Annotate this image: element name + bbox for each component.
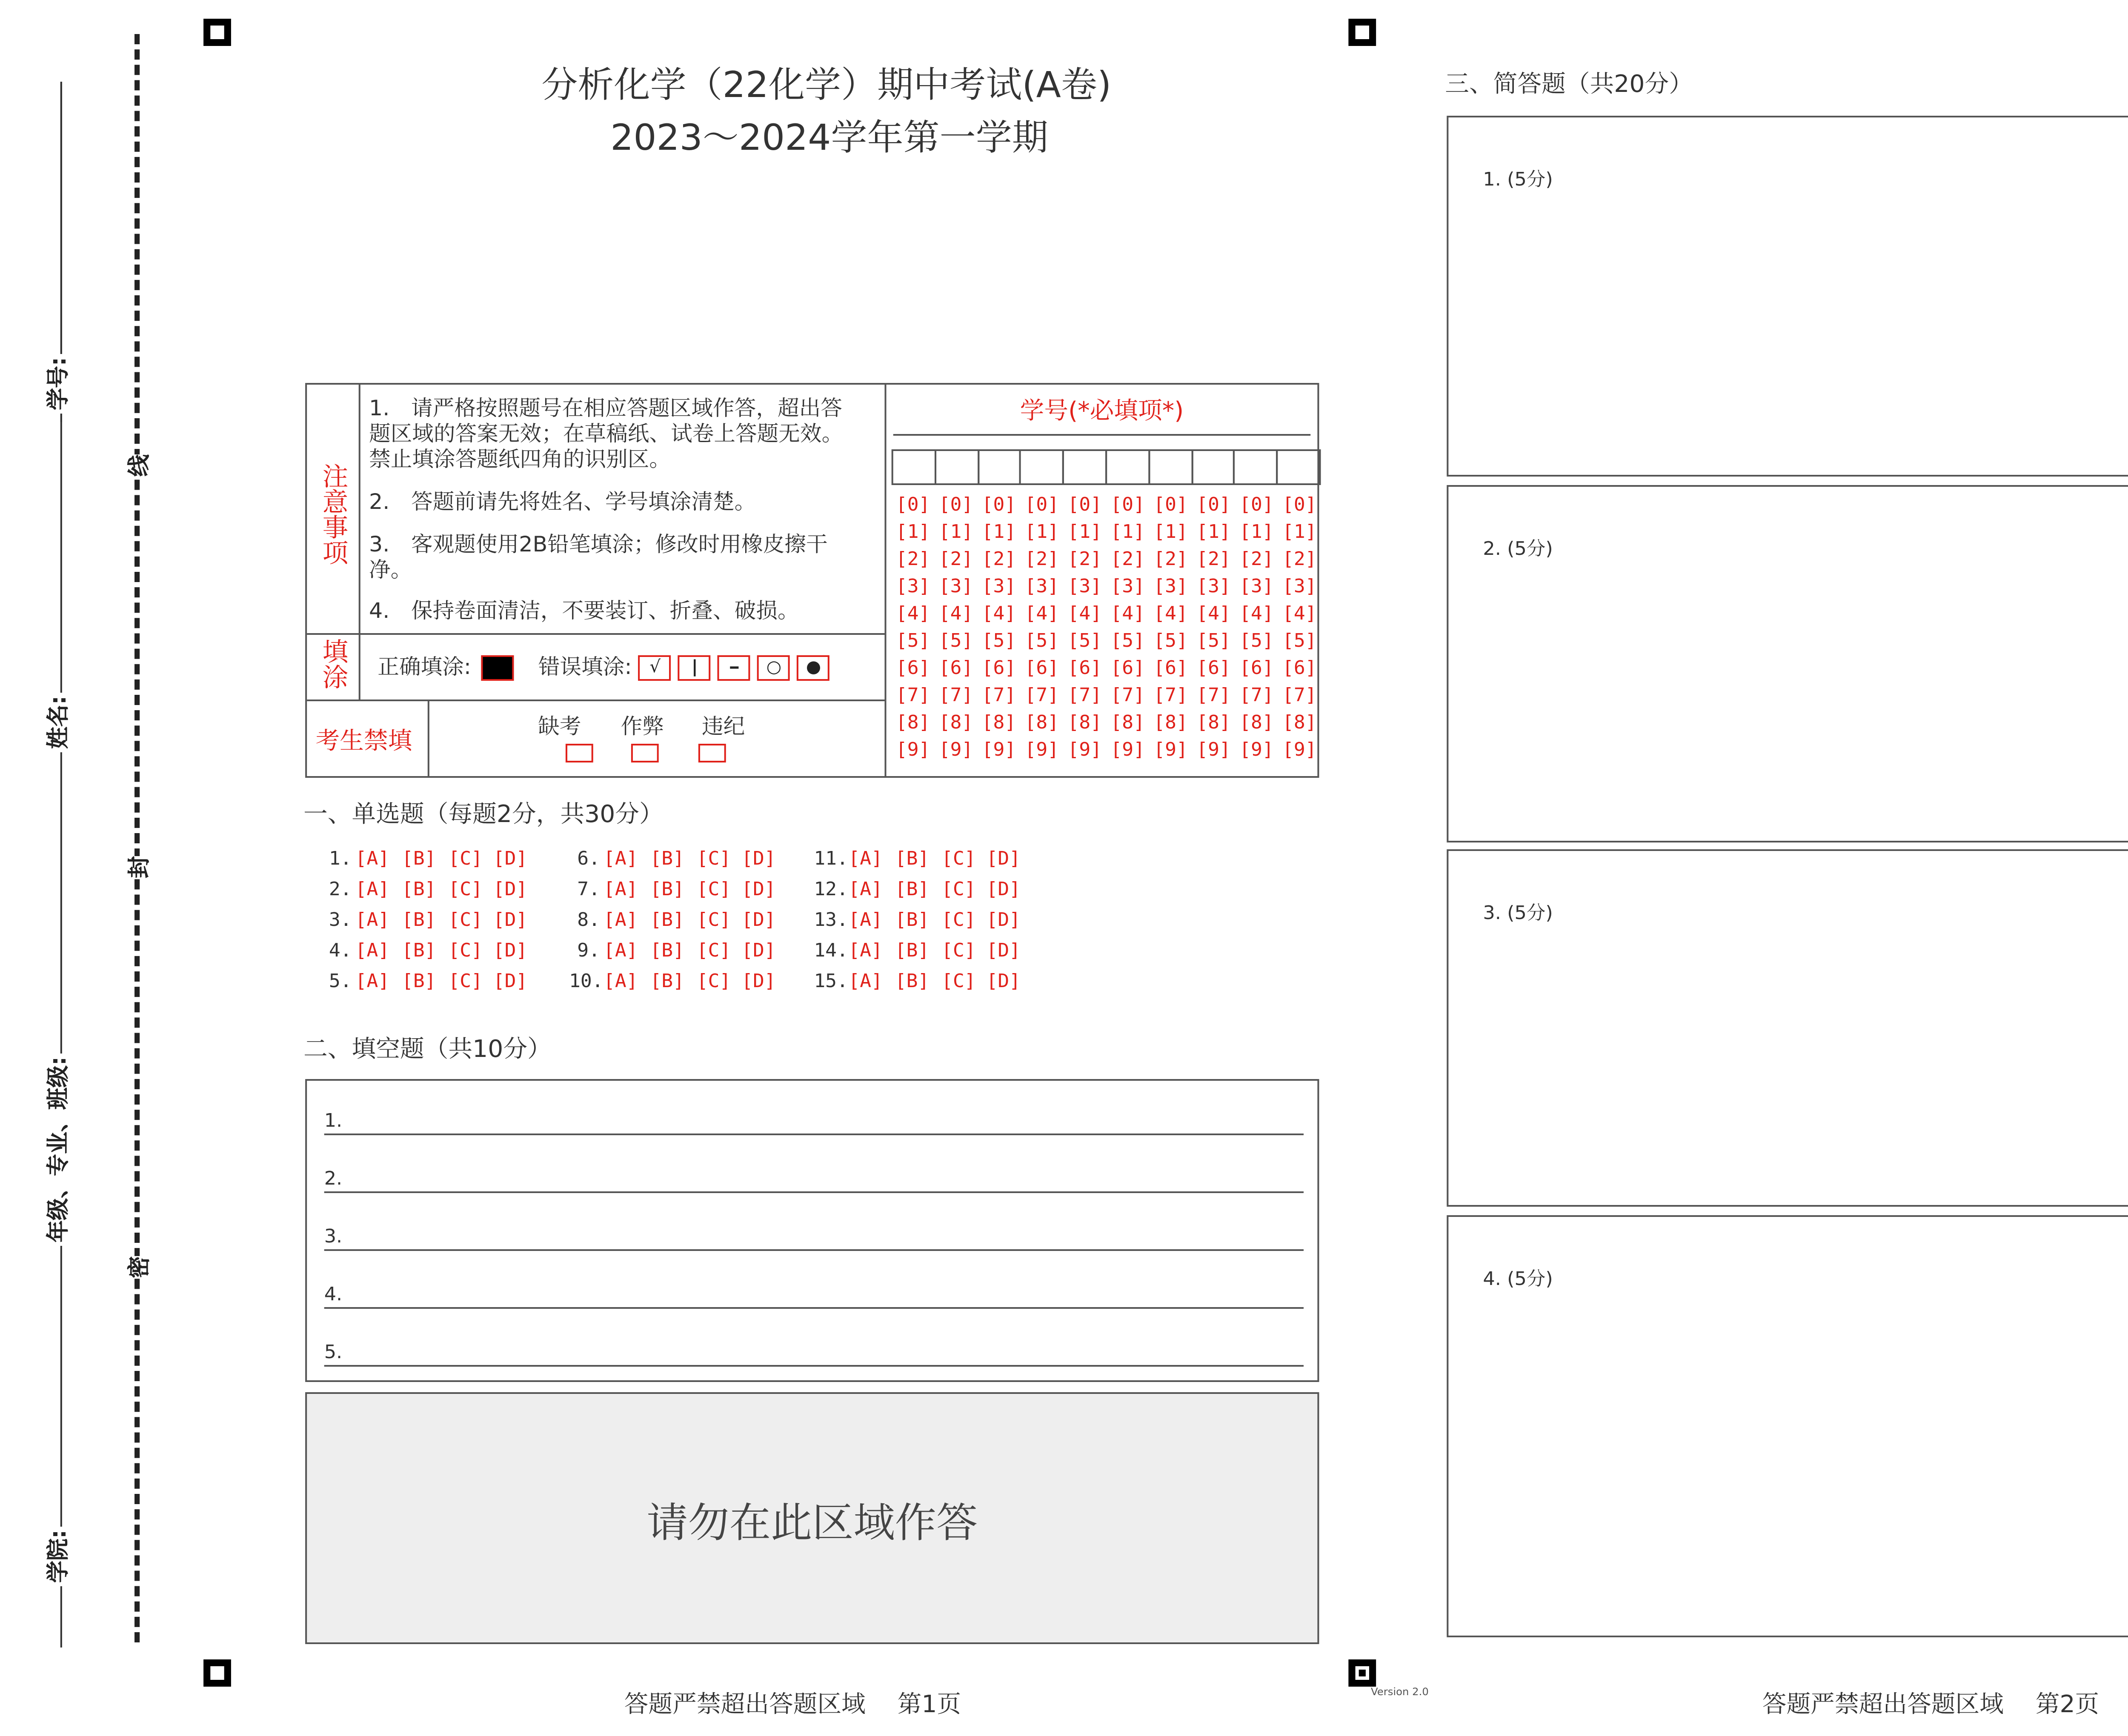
fill-blank-number: 1.: [324, 1110, 343, 1132]
forbidden-header: 考生禁填: [315, 728, 412, 756]
student-id-bubble[interactable]: [4]: [981, 602, 1016, 625]
wrong-fill-sample-dot: ●: [797, 655, 830, 681]
student-id-bubble[interactable]: [2]: [1239, 548, 1274, 570]
seal-dashed-line: [134, 34, 140, 1642]
mcq-option[interactable]: [D]: [741, 848, 776, 870]
student-id-bubble[interactable]: [8]: [1282, 711, 1317, 734]
student-id-digit-cell[interactable]: [1191, 449, 1236, 485]
fill-blank-number: 4.: [324, 1283, 343, 1305]
student-id-bubble[interactable]: [5]: [1110, 630, 1145, 652]
student-id-bubble[interactable]: [9]: [895, 739, 930, 761]
mcq-number: 14.: [814, 939, 848, 962]
student-id-bubble[interactable]: [7]: [1239, 684, 1274, 706]
student-id-bubble[interactable]: [4]: [1239, 602, 1274, 625]
student-id-bubble[interactable]: [1]: [1153, 521, 1188, 543]
mcq-option[interactable]: [C]: [448, 848, 483, 870]
student-id-bubble-row: [892, 710, 1321, 737]
student-id-bubble[interactable]: [1]: [1067, 521, 1102, 543]
divider: [307, 700, 884, 701]
student-id-digit-cell[interactable]: [892, 449, 936, 485]
mcq-option[interactable]: [B]: [895, 939, 930, 962]
student-id-bubble[interactable]: [1]: [1024, 521, 1059, 543]
mcq-option[interactable]: [B]: [650, 970, 684, 992]
mcq-option[interactable]: [D]: [986, 970, 1021, 992]
correct-fill-sample: [481, 655, 514, 681]
notice-item-3: 3. 客观题使用2B铅笔填涂；修改时用橡皮擦干净。: [369, 531, 828, 582]
short-answer-box-1[interactable]: [1447, 116, 2128, 477]
mcq-number: 6.: [577, 848, 600, 870]
fill-blank-line-2[interactable]: [324, 1168, 1304, 1193]
divider: [884, 385, 886, 778]
alignment-marker-bottom-center: [1348, 1659, 1376, 1687]
mcq-option[interactable]: [C]: [941, 909, 976, 931]
short-answer-label-1: 1. (5分): [1483, 168, 1553, 191]
mcq-option[interactable]: [A]: [355, 909, 390, 931]
student-id-bubble[interactable]: [6]: [1196, 657, 1231, 679]
section1-title: 一、单选题（每题2分，共30分）: [303, 802, 664, 829]
student-id-digit-cell[interactable]: [1148, 449, 1193, 485]
student-id-bubble[interactable]: [2]: [981, 548, 1016, 570]
student-id-bubble[interactable]: [9]: [1110, 739, 1145, 761]
version-label: Version 2.0: [1371, 1687, 1429, 1699]
wrong-fill-sample-dash: ━: [718, 655, 751, 681]
mcq-option[interactable]: [A]: [848, 970, 883, 992]
short-answer-label-4: 4. (5分): [1483, 1268, 1553, 1290]
mcq-option[interactable]: [D]: [493, 878, 528, 900]
no-answer-zone-text: 请勿在此区域作答: [646, 1499, 978, 1547]
student-id-bubble[interactable]: [3]: [1282, 575, 1317, 597]
seal-char-line: 线: [114, 454, 160, 477]
student-id-bubble[interactable]: [9]: [1282, 739, 1317, 761]
student-id-bubble-row: [892, 492, 1321, 519]
mcq-option[interactable]: [D]: [986, 909, 1021, 931]
mcq-option[interactable]: [D]: [741, 878, 776, 900]
student-id-bubble[interactable]: [8]: [1110, 711, 1145, 734]
violation-checkbox[interactable]: [698, 744, 726, 762]
notice-item-1: 1. 请严格按照题号在相应答题区域作答，超出答题区域的答案无效；在草稿纸、试卷上答题无效。禁止填涂答题纸四角的识别区。: [369, 395, 844, 471]
student-id-cells: [892, 449, 1321, 485]
student-id-bubble[interactable]: [8]: [1196, 711, 1231, 734]
student-id-bubble[interactable]: [6]: [981, 657, 1016, 679]
student-id-bubble[interactable]: [3]: [1196, 575, 1231, 597]
mcq-option[interactable]: [C]: [941, 878, 976, 900]
fill-header: 填涂: [319, 638, 350, 689]
mcq-option[interactable]: [D]: [741, 939, 776, 962]
student-id-bubble[interactable]: [1]: [981, 521, 1016, 543]
footer-page2: [1762, 1687, 2099, 1721]
forbidden-absent-label: 缺考: [538, 713, 581, 739]
student-id-bubble[interactable]: [2]: [895, 548, 930, 570]
student-id-bubble[interactable]: [2]: [1196, 548, 1231, 570]
student-id-bubble[interactable]: [0]: [1024, 494, 1059, 516]
mcq-option[interactable]: [A]: [355, 848, 390, 870]
student-id-bubble-row: [892, 574, 1321, 601]
student-id-bubble[interactable]: [0]: [1067, 494, 1102, 516]
notice-header: 注意事项: [319, 463, 350, 565]
mcq-option[interactable]: [C]: [696, 848, 731, 870]
student-id-bubble[interactable]: [9]: [1024, 739, 1059, 761]
binding-label-college: 学院:: [40, 1526, 72, 1586]
mcq-option[interactable]: [D]: [986, 878, 1021, 900]
mcq-option[interactable]: [B]: [650, 909, 684, 931]
fill-blank-number: 5.: [324, 1341, 343, 1363]
forbidden-cheat-label: 作弊: [621, 713, 664, 739]
mcq-option[interactable]: [C]: [941, 970, 976, 992]
short-answer-box-4[interactable]: [1447, 1215, 2128, 1637]
student-id-bubble[interactable]: [6]: [938, 657, 973, 679]
short-answer-box-3[interactable]: [1447, 849, 2128, 1207]
student-id-bubble[interactable]: [1]: [938, 521, 973, 543]
mcq-option[interactable]: [A]: [604, 970, 638, 992]
student-id-bubble[interactable]: [6]: [895, 657, 930, 679]
footer-left-page1: [624, 1687, 961, 1721]
mcq-number: 13.: [814, 909, 848, 931]
divider: [893, 434, 1310, 436]
fill-blank-number: 2.: [324, 1168, 343, 1190]
student-id-bubble[interactable]: [0]: [1196, 494, 1231, 516]
student-id-bubble[interactable]: [1]: [1239, 521, 1274, 543]
mcq-option[interactable]: [D]: [986, 848, 1021, 870]
alignment-marker-top-left: [203, 19, 231, 46]
seal-char-seal: 封: [114, 856, 160, 878]
student-id-bubble[interactable]: [9]: [938, 739, 973, 761]
fill-blank-number: 3.: [324, 1225, 343, 1248]
student-id-bubble[interactable]: [0]: [1153, 494, 1188, 516]
student-id-bubble[interactable]: [7]: [1067, 684, 1102, 706]
student-id-bubble[interactable]: [5]: [1196, 630, 1231, 652]
mcq-option[interactable]: [A]: [604, 878, 638, 900]
student-id-bubble[interactable]: [0]: [981, 494, 1016, 516]
short-answer-label-3: 3. (5分): [1483, 902, 1553, 924]
short-answer-box-2[interactable]: [1447, 485, 2128, 842]
mcq-number: 11.: [814, 848, 848, 870]
wrong-fill-sample-circle: ○: [758, 655, 790, 681]
fill-blank-line-1[interactable]: [324, 1110, 1304, 1135]
student-id-bubble[interactable]: [2]: [1067, 548, 1102, 570]
mcq-option[interactable]: [B]: [402, 878, 436, 900]
student-id-digit-cell[interactable]: [934, 449, 979, 485]
student-id-bubble[interactable]: [8]: [1153, 711, 1188, 734]
student-id-bubble[interactable]: [3]: [938, 575, 973, 597]
student-id-bubble[interactable]: [7]: [938, 684, 973, 706]
student-id-bubble-row: [892, 655, 1321, 682]
mcq-number: 3.: [329, 909, 352, 931]
student-id-bubble[interactable]: [8]: [938, 711, 973, 734]
wrong-fill-label: 错误填涂:: [538, 654, 632, 679]
mcq-option[interactable]: [A]: [604, 848, 638, 870]
mcq-option[interactable]: [C]: [941, 848, 976, 870]
student-id-digit-cell[interactable]: [1020, 449, 1064, 485]
student-id-bubble[interactable]: [7]: [1110, 684, 1145, 706]
student-id-bubble[interactable]: [4]: [1110, 602, 1145, 625]
student-id-bubble[interactable]: [9]: [981, 739, 1016, 761]
student-id-bubble[interactable]: [5]: [938, 630, 973, 652]
mcq-number: 8.: [577, 909, 600, 931]
student-id-bubble[interactable]: [3]: [1067, 575, 1102, 597]
forbidden-violation-label: 违纪: [702, 713, 745, 739]
mcq-option[interactable]: [A]: [355, 939, 390, 962]
student-id-bubble[interactable]: [5]: [1282, 630, 1317, 652]
fill-blank-box[interactable]: [305, 1079, 1319, 1382]
info-box: [305, 383, 1319, 778]
mcq-option[interactable]: [A]: [604, 939, 638, 962]
mcq-option[interactable]: [C]: [448, 878, 483, 900]
fill-blank-line-5[interactable]: [324, 1341, 1304, 1367]
mcq-option[interactable]: [D]: [986, 939, 1021, 962]
student-id-bubble-row: [892, 682, 1321, 710]
footer-warning: 答题严禁超出答题区域: [1762, 1692, 2004, 1719]
mcq-option[interactable]: [A]: [604, 909, 638, 931]
binding-writing-line: [60, 82, 62, 1647]
student-id-bubble[interactable]: [4]: [895, 602, 930, 625]
mcq-option[interactable]: [C]: [696, 878, 731, 900]
mcq-number: 10.: [569, 970, 604, 992]
student-id-bubble[interactable]: [9]: [1239, 739, 1274, 761]
student-id-bubble[interactable]: [6]: [1153, 657, 1188, 679]
student-id-bubble[interactable]: [7]: [895, 684, 930, 706]
student-id-bubble-row: [892, 546, 1321, 574]
mcq-option[interactable]: [B]: [650, 878, 684, 900]
mcq-option[interactable]: [A]: [848, 848, 883, 870]
mcq-number: 12.: [814, 878, 848, 900]
student-id-bubble[interactable]: [1]: [1196, 521, 1231, 543]
student-id-digit-cell[interactable]: [977, 449, 1022, 485]
mcq-option[interactable]: [A]: [848, 878, 883, 900]
student-id-digit-cell[interactable]: [1063, 449, 1107, 485]
mcq-option[interactable]: [D]: [493, 939, 528, 962]
correct-fill-label: 正确填涂:: [378, 654, 471, 679]
student-id-bubble[interactable]: [0]: [895, 494, 930, 516]
mcq-number: 7.: [577, 878, 600, 900]
mcq-option[interactable]: [A]: [355, 878, 390, 900]
mcq-option[interactable]: [A]: [848, 909, 883, 931]
mcq-number: 15.: [814, 970, 848, 992]
student-id-title: 学号(*必填项*): [1020, 398, 1184, 425]
student-id-bubble[interactable]: [8]: [1239, 711, 1274, 734]
student-id-bubble[interactable]: [8]: [981, 711, 1016, 734]
student-id-bubble[interactable]: [4]: [1024, 602, 1059, 625]
student-id-bubble[interactable]: [9]: [1067, 739, 1102, 761]
binding-label-name: 姓名:: [40, 692, 72, 752]
student-id-bubble[interactable]: [1]: [1282, 521, 1317, 543]
mcq-number: 4.: [329, 939, 352, 962]
student-id-bubble[interactable]: [6]: [1239, 657, 1274, 679]
notice-item-4: 4. 保持卷面清洁，不要装订、折叠、破损。: [369, 597, 799, 623]
student-id-bubble[interactable]: [2]: [1282, 548, 1317, 570]
mcq-option[interactable]: [C]: [448, 970, 483, 992]
mcq-option[interactable]: [B]: [895, 878, 930, 900]
mcq-option[interactable]: [B]: [402, 848, 436, 870]
student-id-bubble[interactable]: [3]: [1024, 575, 1059, 597]
student-id-digit-cell[interactable]: [1233, 449, 1278, 485]
short-answer-label-2: 2. (5分): [1483, 538, 1553, 560]
section2-title: 二、填空题（共10分）: [303, 1036, 552, 1064]
student-id-bubble[interactable]: [6]: [1110, 657, 1145, 679]
student-id-bubble[interactable]: [3]: [1110, 575, 1145, 597]
mcq-option[interactable]: [C]: [696, 970, 731, 992]
student-id-bubble-row: [892, 628, 1321, 655]
mcq-option[interactable]: [C]: [941, 939, 976, 962]
mcq-option[interactable]: [A]: [355, 970, 390, 992]
student-id-bubble[interactable]: [2]: [1153, 548, 1188, 570]
student-id-bubble[interactable]: [2]: [1110, 548, 1145, 570]
student-id-bubble[interactable]: [3]: [981, 575, 1016, 597]
divider: [359, 385, 360, 701]
exam-term: 2023～2024学年第一学期: [610, 117, 1048, 158]
student-id-bubble[interactable]: [4]: [1153, 602, 1188, 625]
student-id-bubble[interactable]: [6]: [1067, 657, 1102, 679]
student-id-bubble[interactable]: [4]: [1282, 602, 1317, 625]
student-id-bubble[interactable]: [8]: [1024, 711, 1059, 734]
student-id-bubble-row: [892, 519, 1321, 546]
mcq-option[interactable]: [D]: [741, 970, 776, 992]
fill-blank-line-4[interactable]: [324, 1283, 1304, 1309]
exam-title: 分析化学（22化学）期中考试(A卷): [541, 65, 1112, 106]
absent-checkbox[interactable]: [566, 744, 593, 762]
student-id-bubble[interactable]: [0]: [1239, 494, 1274, 516]
student-id-bubble[interactable]: [2]: [1024, 548, 1059, 570]
student-id-bubble[interactable]: [0]: [938, 494, 973, 516]
mcq-option[interactable]: [B]: [402, 939, 436, 962]
footer-warning: 答题严禁超出答题区域: [624, 1692, 866, 1719]
student-id-bubble[interactable]: [7]: [1196, 684, 1231, 706]
student-id-digit-cell[interactable]: [1276, 449, 1321, 485]
mcq-option[interactable]: [B]: [650, 939, 684, 962]
mcq-option[interactable]: [D]: [741, 909, 776, 931]
student-id-bubble[interactable]: [5]: [1239, 630, 1274, 652]
student-id-bubble[interactable]: [9]: [1153, 739, 1188, 761]
divider: [307, 633, 884, 635]
notice-item-2: 2. 答题前请先将姓名、学号填涂清楚。: [369, 488, 756, 514]
student-id-bubble-row: [892, 737, 1321, 764]
binding-label-class: 年级、专业、班级:: [40, 1053, 72, 1246]
mcq-option[interactable]: [A]: [848, 939, 883, 962]
wrong-fill-sample-check: √: [639, 655, 672, 681]
divider: [428, 700, 429, 778]
mcq-option[interactable]: [D]: [493, 909, 528, 931]
mcq-option[interactable]: [C]: [448, 939, 483, 962]
student-id-bubble[interactable]: [4]: [1067, 602, 1102, 625]
page-number: 第2页: [2035, 1692, 2099, 1719]
student-id-bubble[interactable]: [7]: [1282, 684, 1317, 706]
mcq-option[interactable]: [C]: [696, 909, 731, 931]
fill-blank-line-3[interactable]: [324, 1225, 1304, 1251]
student-id-bubble[interactable]: [4]: [1196, 602, 1231, 625]
no-answer-zone: [305, 1392, 1319, 1644]
seal-char-secret: 密: [114, 1256, 160, 1278]
student-id-bubble[interactable]: [5]: [1067, 630, 1102, 652]
student-id-bubble[interactable]: [6]: [1282, 657, 1317, 679]
student-id-bubble[interactable]: [3]: [1239, 575, 1274, 597]
student-id-bubble[interactable]: [7]: [1153, 684, 1188, 706]
mcq-option[interactable]: [B]: [895, 848, 930, 870]
student-id-bubble-grid: [892, 492, 1321, 764]
mcq-option[interactable]: [B]: [402, 970, 436, 992]
student-id-bubble[interactable]: [7]: [981, 684, 1016, 706]
student-id-bubble[interactable]: [4]: [938, 602, 973, 625]
student-id-bubble[interactable]: [3]: [895, 575, 930, 597]
student-id-bubble[interactable]: [8]: [895, 711, 930, 734]
student-id-bubble[interactable]: [5]: [895, 630, 930, 652]
section3-title: 三、简答题（共20分）: [1445, 71, 1693, 99]
mcq-option[interactable]: [C]: [696, 939, 731, 962]
student-id-bubble[interactable]: [2]: [938, 548, 973, 570]
alignment-marker-bottom-left: [203, 1659, 231, 1687]
student-id-bubble[interactable]: [9]: [1196, 739, 1231, 761]
fill-samples: [378, 650, 830, 681]
student-id-bubble[interactable]: [5]: [981, 630, 1016, 652]
student-id-bubble[interactable]: [0]: [1110, 494, 1145, 516]
page-number: 第1页: [897, 1692, 961, 1719]
student-id-bubble-row: [892, 601, 1321, 628]
mcq-option[interactable]: [B]: [402, 909, 436, 931]
mcq-number: 2.: [329, 878, 352, 900]
mcq-option[interactable]: [B]: [895, 909, 930, 931]
mcq-option[interactable]: [C]: [448, 909, 483, 931]
student-id-bubble[interactable]: [1]: [1110, 521, 1145, 543]
student-id-digit-cell[interactable]: [1105, 449, 1150, 485]
alignment-marker-top-center: [1348, 19, 1376, 46]
student-id-bubble[interactable]: [3]: [1153, 575, 1188, 597]
student-id-bubble[interactable]: [1]: [895, 521, 930, 543]
binding-label-student-id: 学号:: [40, 354, 72, 414]
mcq-option[interactable]: [D]: [493, 970, 528, 992]
mcq-number: 9.: [577, 939, 600, 962]
student-id-bubble[interactable]: [7]: [1024, 684, 1059, 706]
mcq-number: 5.: [329, 970, 352, 992]
wrong-fill-sample-bar: |: [678, 655, 711, 681]
cheat-checkbox[interactable]: [631, 744, 659, 762]
student-id-bubble[interactable]: [0]: [1282, 494, 1317, 516]
mcq-option[interactable]: [B]: [650, 848, 684, 870]
student-id-bubble[interactable]: [5]: [1153, 630, 1188, 652]
mcq-number: 1.: [329, 848, 352, 870]
student-id-bubble[interactable]: [8]: [1067, 711, 1102, 734]
student-id-bubble[interactable]: [5]: [1024, 630, 1059, 652]
mcq-option[interactable]: [B]: [895, 970, 930, 992]
student-id-bubble[interactable]: [6]: [1024, 657, 1059, 679]
mcq-option[interactable]: [D]: [493, 848, 528, 870]
